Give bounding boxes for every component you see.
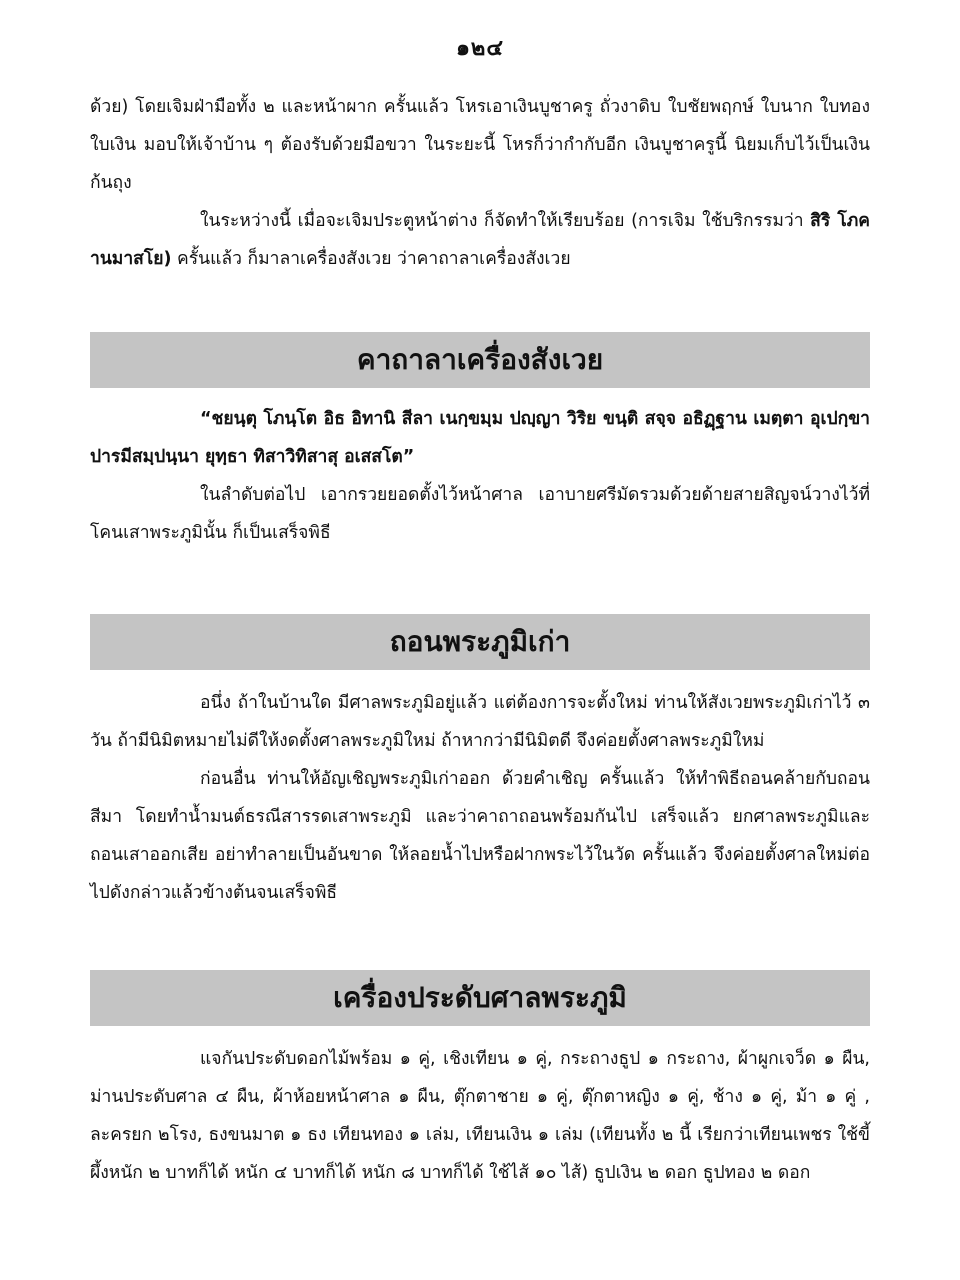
section2-paragraph-2: ก่อนอื่น ท่านให้อัญเชิญพระภูมิเก่าออก ด้วยคำเชิญ ครั้นแล้ว ให้ทำพิธีถอนคล้ายกับถอนสีมา โดยทำน้ำมนต์ธรณีสารรดเสาพระภูมิ และว่าคาถาถอนพร้อมกันไป เสร็จแล้ว ยกศาลพระภูมิและถอนเสาออกเสีย อย่าทำลายเป็นอันขาด ให้ลอยน้ำไปหรือฝากพระไว้ในวัด ครั้นแล้ว จึงค่อยตั้งศาลใหม่ต่อไปดังกล่าวแล้วข้างต้นจนเสร็จพิธี	[90, 769, 870, 903]
section-heading-bar	[90, 970, 870, 1026]
intro-p2-start: ในระหว่างนี้ เมื่อจะเจิมประตูหน้าต่าง ก็จัดทำให้เรียบร้อย (การเจิม ใช้บริกรรมว่า	[200, 211, 811, 231]
intro-p2-bold: สิริ โภคานมาสโย)	[90, 211, 870, 269]
section-title-remove-shrine: ถอนพระภูมิเก่า	[389, 625, 571, 658]
intro-paragraph-1: ด้วย) โดยเจิมฝ่ามือทั้ง ๒ และหน้าผาก ครั้นแล้ว โหรเอาเงินบูชาครู ถั่วงาดิบ ใบชัยพฤกษ์ ใบนาก ใบทอง ใบเงิน มอบให้เจ้าบ้าน ๆ ต้องรับด้วยมือขวา ในระยะนี้ โหรก็ว่ากำกับอีก เงินบูชาครูนี้ นิยมเก็บไว้เป็นเงินก้นถุง	[90, 97, 870, 193]
section-heading-bar	[90, 332, 870, 388]
intro-paragraph-2	[90, 202, 870, 278]
section-title-chant: คาถาลาเครื่องสังเวย	[356, 343, 604, 376]
section-title-shrine-decorations: เครื่องประดับศาลพระภูมิ	[333, 981, 627, 1014]
section3-paragraph: แจกันประดับดอกไม้พร้อม ๑ คู่, เชิงเทียน ๑ คู่, กระถางธูป ๑ กระถาง, ผ้าผูกเจว็ด ๑ ผืน, ม่านประดับศาล ๔ ผืน, ผ้าห้อยหน้าศาล ๑ ผืน, ตุ๊กตาชาย ๑ คู่, ตุ๊กตาหญิง ๑ คู่, ช้าง ๑ คู่, ม้า ๑ คู่ , ละครยก ๒โรง, ธงขนมาต ๑ ธง เทียนทอง ๑ เล่ม, เทียนเงิน ๑ เล่ม (เทียนทั้ง ๒ นี้ เรียกว่าเทียนเพชร ใช้ขี้ผึ้งหนัก ๒ บาทก็ได้ หนัก ๔ บาทก็ได้ หนัก ๘ บาทก็ได้ ใช้ไส้ ๑๐ ไส้) ธูปเงิน ๒ ดอก ธูปทอง ๒ ดอก	[90, 1049, 870, 1183]
section-heading-bar	[90, 614, 870, 670]
section1-paragraph: ในลำดับต่อไป เอากรวยยอดตั้งไว้หน้าศาล เอาบายศรีมัดรวมด้วยด้ายสายสิญจน์วางไว้ที่โคนเสาพระภูมินั้น ก็เป็นเสร็จพิธี	[90, 485, 870, 543]
intro-p2-end: ครั้นแล้ว ก็มาลาเครื่องสังเวย ว่าคาถาลาเครื่องสังเวย	[171, 249, 571, 269]
page-content	[90, 88, 870, 1192]
page-number: ๑๒๔	[455, 36, 505, 61]
chant-text: “ชยนฺตุ โภนฺโต อิธ อิทานิ สีลา เนกฺขมฺม ปญฺญา วิริย ขนฺติ สจฺจ อธิฏฺฐาน เมตฺตา อุเปกฺขา ปารมีสมฺปนฺนา ยุทฺธา ทิสาวิทิสาสุ อเสสโต”	[90, 409, 870, 467]
section2-paragraph-1: อนึ่ง ถ้าในบ้านใด มีศาลพระภูมิอยู่แล้ว แต่ต้องการจะตั้งใหม่ ท่านให้สังเวยพระภูมิเก่าไว้ ๓ วัน ถ้ามีนิมิตหมายไม่ดีให้งดตั้งศาลพระภูมิใหม่ ถ้าหากว่ามีนิมิตดี จึงค่อยตั้งศาลพระภูมิใหม่	[90, 693, 870, 751]
